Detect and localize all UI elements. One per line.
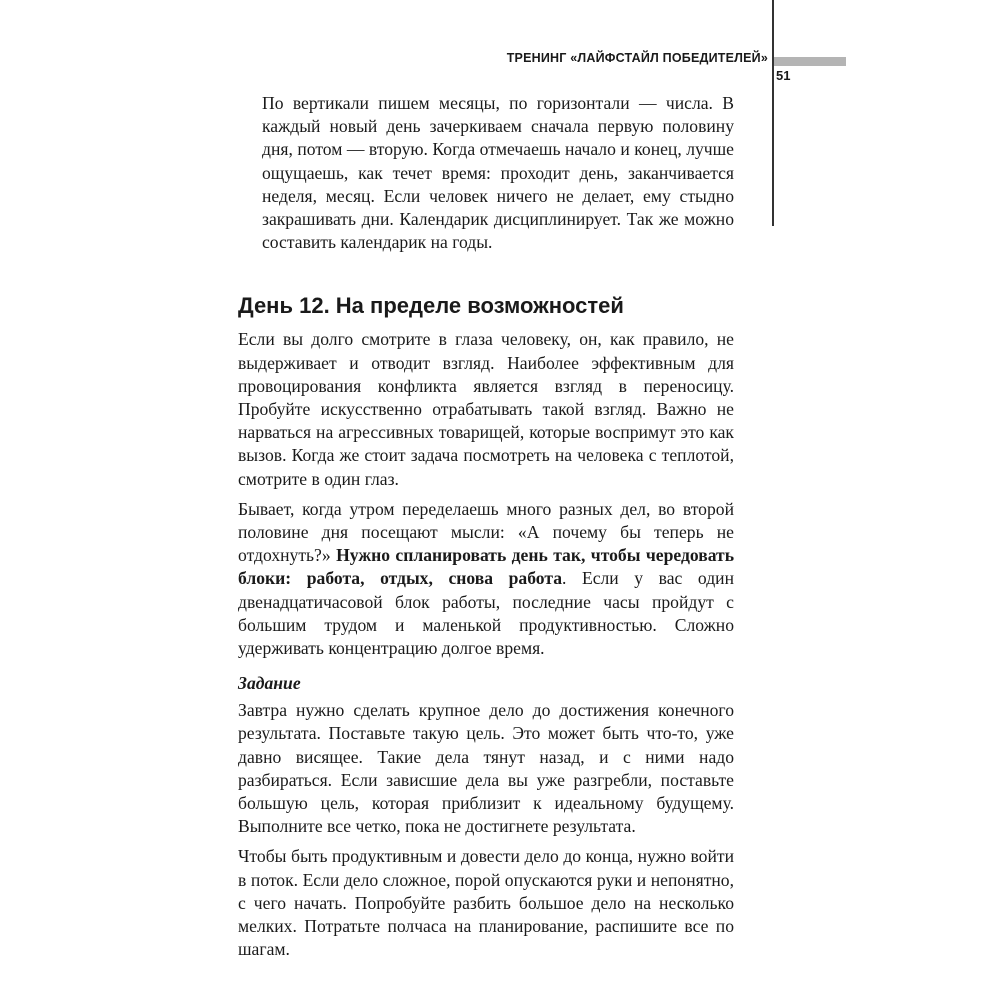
running-header-title: ТРЕНИНГ «ЛАЙФСТАЙЛ ПОБЕДИТЕЛЕЙ» [506,51,768,65]
paragraph-2-end: . Если у вас один двенадцатичасовой блок работы, последние часы пройдут с большим трудом и маленькой продуктивностью. Сложно удерживать концентрацию долгое время. [238,568,735,659]
intro-paragraph: По вертикали пишем месяцы, по горизонтали — числа. В каждый новый день зачеркиваем сначала первую половину дня, потом — вторую. Когда отмечаешь начало и конец, лучше ощущаешь, как течет время: проходит день, заканчивается неделя, месяц. Если человек ничего не делает, ему стыдно закрашивать дни. Календарик дисциплинирует. Так же можно составить календарик на годы. [262,93,734,253]
paragraph-2-emphasis: Нужно спланировать день так, чтобы чередовать блоки: работа, отдых, снова работа [238,545,734,589]
section-heading: День 12. На пределе возможностей [238,293,624,319]
page-body [238,92,734,969]
task-paragraph-1: Завтра нужно сделать крупное дело до достижения конечного результата. Поставьте такую цель. Это может быть что-то, уже давно висящее. Такие дела тянут назад, и с ними надо разбираться. Если зависшие дела вы уже разгребли, поставьте большую цель, которая приблизит к идеальному будущему. Выполните все четко, пока не достигнете результата. [238,700,734,837]
running-header-bar [774,57,846,66]
margin-rule-line [772,0,774,226]
task-heading: Задание [238,673,301,694]
page-number: 51 [776,68,791,83]
task-paragraph-2: Чтобы быть продуктивным и довести дело до конца, нужно войти в поток. Если дело сложное, порой опускаются руки и непонятно, с чего начать. Попробуйте разбить большое дело на несколько мелких. Потратьте полчаса на планирование, распишите все по шагам. [238,846,734,960]
paragraph-2-start: Бывает, когда утром переделаешь много разных дел, во второй половине дня посещают мысли: «А почему бы теперь не отдохнуть?» [238,498,734,566]
section-paragraph-2 [238,498,734,660]
section-paragraph-1: Если вы долго смотрите в глаза человеку, он, как правило, не выдерживает и отводит взгляд. Наиболее эффективным для провоцирования конфликта является взгляд в переносицу. Пробуйте искусственно отрабатывать такой взгляд. Важно не нарваться на агрессивных товарищей, которые воспримут это как вызов. Когда же стоит задача посмотреть на человека с теплотой, смотрите в один глаз. [238,329,734,489]
